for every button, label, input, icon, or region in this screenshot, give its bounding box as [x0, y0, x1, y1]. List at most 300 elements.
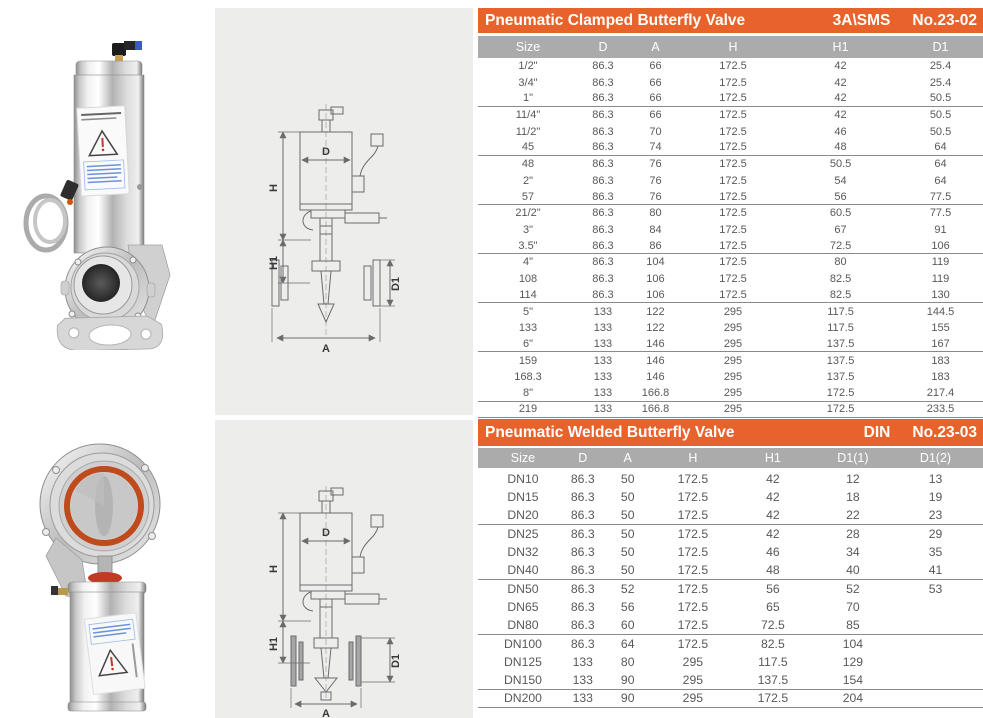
- table-row: [478, 336, 983, 352]
- cell: 172.5: [677, 490, 709, 505]
- cell: 172.5: [719, 109, 747, 122]
- table-row: [478, 74, 983, 90]
- cell: 108: [518, 272, 538, 285]
- cell: 82.5: [829, 288, 852, 301]
- column-header: D1: [932, 40, 949, 54]
- cell: 86.3: [592, 141, 614, 154]
- table-row: [478, 205, 983, 221]
- welded-valve-table: [478, 419, 983, 708]
- cell: 217.4: [926, 386, 955, 399]
- cell: 50.5: [929, 109, 952, 122]
- cell: 18: [846, 490, 860, 505]
- cell: 70: [649, 125, 662, 138]
- cell: 50.5: [829, 158, 852, 171]
- cell: DN32: [507, 545, 539, 560]
- cell: 64: [620, 636, 635, 651]
- clamped-valve-photo: [0, 35, 215, 350]
- table-row: [478, 222, 983, 238]
- cell: 172.5: [719, 272, 747, 285]
- cell: 3": [522, 223, 533, 236]
- cell: 19: [928, 490, 943, 505]
- table-row: [478, 561, 983, 579]
- cell: 133: [593, 403, 613, 416]
- column-header: D: [578, 451, 588, 465]
- cell: 172.5: [719, 207, 747, 220]
- cell: 22: [846, 508, 860, 523]
- cell: 50: [620, 545, 635, 560]
- table-row: [478, 287, 983, 303]
- cell: 66: [649, 109, 662, 122]
- table-title-bar: [478, 8, 983, 33]
- column-header-row: [478, 36, 983, 58]
- welded-valve-photo: [0, 420, 215, 718]
- cell: 129: [842, 655, 864, 670]
- cell: 172.5: [719, 174, 747, 187]
- cell: 76: [649, 158, 662, 171]
- cell: 77.5: [929, 207, 952, 220]
- cell: 21/2": [515, 207, 541, 220]
- cell: 1/2": [518, 60, 538, 73]
- cell: 67: [834, 223, 847, 236]
- cell: 86: [649, 239, 662, 252]
- cell: DN65: [507, 600, 539, 615]
- drawing-panel-welded: [215, 420, 473, 718]
- cell: 56: [766, 581, 780, 596]
- table-row: [478, 616, 983, 634]
- cell: DN40: [507, 563, 539, 578]
- cell: 295: [682, 672, 704, 687]
- cell: DN100: [503, 636, 542, 651]
- table-title: Pneumatic Welded Butterfly Valve: [485, 423, 735, 441]
- cell: 42: [766, 490, 780, 505]
- cell: 60.5: [829, 207, 852, 220]
- cell: 40: [846, 563, 860, 578]
- column-header: D1(1): [837, 451, 869, 465]
- welded-valve-drawing: [215, 420, 473, 718]
- cell: 50.5: [929, 125, 952, 138]
- cell: 77.5: [929, 190, 952, 203]
- cell: 42: [766, 472, 780, 487]
- cell: 86.3: [592, 223, 614, 236]
- cell: 154: [842, 672, 864, 687]
- cell: 42: [834, 92, 847, 105]
- cell: 137.5: [826, 337, 855, 350]
- cell: 5": [522, 305, 533, 318]
- cell: 28: [846, 527, 860, 542]
- cell: 86.3: [570, 600, 595, 615]
- cell: 64: [934, 141, 947, 154]
- cell: 82.5: [829, 272, 852, 285]
- cell: 172.5: [719, 239, 747, 252]
- cell: 85: [846, 618, 860, 633]
- dim-label-D1: D1: [390, 653, 402, 669]
- cell: 133: [593, 337, 613, 350]
- cell: 74: [649, 141, 662, 154]
- cell: 104: [646, 256, 665, 269]
- cell: 167: [931, 337, 950, 350]
- cell: 172.5: [719, 92, 747, 105]
- cell: 86.3: [570, 490, 595, 505]
- cell: 57: [521, 190, 535, 203]
- cell: 80: [649, 207, 662, 220]
- cell: 56: [620, 600, 635, 615]
- cell: 295: [682, 691, 704, 706]
- cell: 45: [521, 141, 535, 154]
- dim-label-D1: D1: [390, 276, 402, 292]
- cell: 84: [649, 223, 662, 236]
- cell: 52: [620, 581, 635, 596]
- cell: 172.5: [719, 141, 747, 154]
- column-header: A: [623, 451, 632, 465]
- table-row: [478, 653, 983, 671]
- table-standard: DIN: [863, 423, 891, 441]
- cell: 133: [572, 691, 593, 706]
- cell: 13: [928, 472, 943, 487]
- air-fitting: [112, 41, 142, 63]
- cell: 60: [620, 618, 635, 633]
- table-row: [478, 303, 983, 319]
- technical-drawings-column: [215, 0, 473, 718]
- column-header: A: [651, 40, 660, 54]
- cell: 172.5: [757, 691, 789, 706]
- cell: 133: [572, 655, 593, 670]
- spec-tables-column: [478, 0, 983, 718]
- cell: 48: [521, 158, 535, 171]
- cell: 66: [649, 76, 662, 89]
- cell: 133: [518, 321, 538, 334]
- cell: 172.5: [719, 60, 747, 73]
- column-header: Size: [510, 451, 536, 465]
- cell: 52: [846, 581, 860, 596]
- cell: 172.5: [719, 223, 747, 236]
- table-row: [478, 189, 983, 205]
- cell: 172.5: [677, 581, 709, 596]
- table-row: [478, 238, 983, 254]
- cell: 172.5: [826, 403, 855, 416]
- cell: 155: [931, 321, 950, 334]
- column-header: H: [728, 40, 738, 54]
- cell: 172.5: [719, 288, 747, 301]
- cell: 133: [593, 386, 613, 399]
- table-row: [478, 123, 983, 139]
- column-header: H1: [764, 451, 781, 465]
- dim-label-D: D: [322, 527, 330, 539]
- table-row: [478, 352, 983, 368]
- product-photos-column: [0, 0, 215, 718]
- cell: DN25: [507, 527, 539, 542]
- cell: 46: [834, 125, 847, 138]
- cell: 106: [646, 272, 665, 285]
- cell: 50: [620, 472, 635, 487]
- table-title-bar: [478, 419, 983, 446]
- cell: 65: [766, 600, 780, 615]
- cell: 137.5: [826, 371, 855, 383]
- cell: 3/4": [518, 76, 538, 89]
- cell: 183: [931, 354, 950, 367]
- cell: 86.3: [592, 76, 614, 89]
- cell: 86.3: [570, 527, 595, 542]
- table-row: [478, 507, 983, 525]
- cell: 295: [723, 386, 743, 399]
- cell: 86.3: [592, 256, 614, 269]
- cell: 86.3: [592, 239, 614, 252]
- drawing-panel-clamped: [215, 8, 473, 415]
- cell: 295: [723, 403, 743, 416]
- cell: 29: [928, 527, 943, 542]
- cell: 53: [928, 581, 943, 596]
- cell: 172.5: [719, 190, 747, 203]
- cell: 91: [934, 223, 947, 236]
- cell: 76: [649, 174, 662, 187]
- cell: 54: [834, 174, 847, 187]
- cell: 166.8: [641, 386, 670, 399]
- cell: DN50: [507, 581, 539, 596]
- cell: 295: [723, 305, 743, 318]
- table-row: [478, 690, 983, 708]
- cell: 233.5: [926, 403, 955, 416]
- table-number: No.23-02: [912, 11, 977, 29]
- table-row: [478, 671, 983, 689]
- cell: 76: [649, 190, 662, 203]
- cell: 166.8: [641, 403, 670, 416]
- column-header: H1: [832, 40, 849, 54]
- cell: 50: [620, 490, 635, 505]
- cell: 25.4: [929, 76, 952, 89]
- cell: 117.5: [758, 655, 788, 670]
- table-row: [478, 385, 983, 401]
- cell: 86.3: [570, 563, 595, 578]
- cell: 72.5: [829, 239, 852, 252]
- cell: 80: [834, 256, 847, 269]
- table-row: [478, 156, 983, 172]
- cell: DN20: [507, 508, 539, 523]
- cell: 50: [620, 508, 635, 523]
- table-row: [478, 580, 983, 598]
- cell: 48: [766, 563, 780, 578]
- dim-label-H1: H1: [268, 255, 280, 271]
- cell: 104: [842, 636, 864, 651]
- table-row: [478, 320, 983, 336]
- table-row: [478, 91, 983, 107]
- cell: 8": [522, 386, 533, 399]
- cell: 172.5: [719, 256, 747, 269]
- cell: 86.3: [592, 92, 614, 105]
- cell: 1": [522, 92, 533, 105]
- cell: 133: [593, 371, 613, 383]
- cell: 41: [928, 563, 943, 578]
- cell: 86.3: [592, 190, 614, 203]
- cell: 42: [766, 527, 780, 542]
- cell: 25.4: [929, 60, 952, 73]
- cell: 86.3: [570, 545, 595, 560]
- dim-label-D: D: [322, 146, 330, 158]
- cell: 72.5: [761, 618, 785, 633]
- cell: 219: [518, 403, 538, 416]
- dim-label-H: H: [268, 184, 280, 192]
- cell: 11/2": [515, 125, 541, 138]
- cell: 64: [934, 158, 947, 171]
- cell: 172.5: [677, 472, 709, 487]
- cell: 86.3: [592, 288, 614, 301]
- cell: 48: [834, 141, 847, 154]
- cell: 144.5: [926, 305, 955, 318]
- cell: 159: [518, 354, 538, 367]
- cell: 11/4": [515, 109, 541, 122]
- cell: 64: [934, 174, 947, 187]
- column-header-row: [478, 448, 983, 468]
- cell: 42: [834, 76, 847, 89]
- cell: 2": [522, 174, 533, 187]
- cell: 295: [723, 371, 743, 383]
- table-row: [478, 107, 983, 123]
- table-row: [478, 369, 983, 385]
- cell: 86.3: [570, 636, 595, 651]
- cell: 130: [931, 288, 950, 301]
- cell: 35: [928, 545, 943, 560]
- table-row: [478, 488, 983, 506]
- cell: 46: [766, 545, 780, 560]
- cell: 12: [846, 472, 860, 487]
- cell: 122: [646, 305, 665, 318]
- cell: 86.3: [592, 207, 614, 220]
- cell: 146: [646, 354, 665, 367]
- clamped-valve-table: [478, 8, 983, 418]
- cell: 172.5: [677, 600, 709, 615]
- cell: 86.3: [570, 472, 595, 487]
- warning-label: [84, 613, 145, 695]
- table-row: [478, 470, 983, 488]
- coiled-cable: [26, 179, 79, 250]
- cell: 86.3: [592, 158, 614, 171]
- cell: 119: [931, 256, 950, 269]
- table-row: [478, 635, 983, 653]
- table-row: [478, 58, 983, 74]
- cell: 42: [834, 60, 847, 73]
- cell: 172.5: [677, 618, 709, 633]
- cell: 4": [522, 256, 533, 269]
- cell: 86.3: [570, 508, 595, 523]
- cell: 117.5: [827, 321, 854, 334]
- cell: 86.3: [570, 618, 595, 633]
- cell: 86.3: [592, 109, 614, 122]
- table-row: [478, 254, 983, 270]
- clamped-valve-drawing: [215, 8, 473, 415]
- cell: 42: [766, 508, 780, 523]
- cell: DN150: [503, 672, 542, 687]
- column-header: Size: [515, 40, 541, 54]
- warning-label: [77, 106, 130, 196]
- cell: 133: [572, 672, 593, 687]
- table-row: [478, 525, 983, 543]
- table-title: Pneumatic Clamped Butterfly Valve: [485, 11, 746, 29]
- table-row: [478, 140, 983, 156]
- cell: 168.3: [514, 371, 542, 383]
- cell: DN10: [507, 472, 539, 487]
- table-row: [478, 598, 983, 616]
- cell: 50.5: [929, 92, 952, 105]
- cell: DN125: [503, 655, 542, 670]
- cell: 117.5: [827, 305, 854, 318]
- cell: 50: [620, 527, 635, 542]
- cell: 137.5: [826, 354, 855, 367]
- cell: 295: [682, 655, 704, 670]
- column-header: D: [598, 40, 608, 54]
- cell: 172.5: [719, 76, 747, 89]
- dim-label-H1: H1: [268, 636, 280, 652]
- cell: 133: [593, 305, 613, 318]
- cell: 146: [646, 337, 665, 350]
- table-row: [478, 271, 983, 287]
- cell: 86.3: [592, 272, 614, 285]
- table-row: [478, 543, 983, 561]
- cell: 119: [931, 272, 950, 285]
- cell: 86.3: [592, 60, 614, 73]
- cell: 204: [842, 691, 864, 706]
- column-header: D1(2): [919, 451, 952, 465]
- dim-label-H: H: [268, 565, 280, 573]
- cell: 122: [646, 321, 665, 334]
- column-header: H: [688, 451, 698, 465]
- cell: 90: [620, 691, 635, 706]
- cell: 106: [646, 288, 665, 301]
- cell: 172.5: [677, 527, 709, 542]
- table-standard: 3A\SMS: [832, 11, 891, 29]
- cell: 106: [931, 239, 950, 252]
- cell: 50: [620, 563, 635, 578]
- cell: 56: [834, 190, 847, 203]
- cell: 137.5: [757, 672, 789, 687]
- table-row: [478, 402, 983, 418]
- cell: 172.5: [677, 508, 709, 523]
- table-row: [478, 173, 983, 189]
- cell: 82.5: [761, 636, 785, 651]
- cell: 172.5: [677, 636, 709, 651]
- cell: 172.5: [677, 563, 709, 578]
- cell: DN200: [503, 691, 542, 706]
- cell: 86.3: [592, 174, 614, 187]
- dim-label-A: A: [322, 708, 330, 718]
- cell: 70: [846, 600, 860, 615]
- cell: 146: [646, 371, 665, 383]
- cell: 133: [593, 321, 613, 334]
- cell: 295: [723, 337, 743, 350]
- cell: 80: [620, 655, 635, 670]
- cell: 172.5: [719, 125, 747, 138]
- cell: 172.5: [719, 158, 747, 171]
- cell: 90: [620, 672, 635, 687]
- cell: 42: [834, 109, 847, 122]
- cell: 133: [593, 354, 613, 367]
- cell: 66: [649, 60, 662, 73]
- cell: 114: [519, 288, 537, 301]
- cell: DN80: [507, 618, 539, 633]
- cell: 86.3: [570, 581, 595, 596]
- cell: 6": [522, 337, 533, 350]
- base-plate: [57, 313, 164, 350]
- table-body: [478, 470, 983, 708]
- cell: 295: [723, 354, 743, 367]
- table-number: No.23-03: [912, 423, 977, 441]
- dim-label-A: A: [322, 343, 330, 355]
- cell: 172.5: [677, 545, 709, 560]
- cell: 172.5: [826, 386, 855, 399]
- cell: 295: [723, 321, 743, 334]
- cell: 66: [649, 92, 662, 105]
- cell: 23: [928, 508, 943, 523]
- cell: 3.5": [518, 239, 538, 252]
- cell: DN15: [507, 490, 539, 505]
- cell: 183: [931, 371, 950, 383]
